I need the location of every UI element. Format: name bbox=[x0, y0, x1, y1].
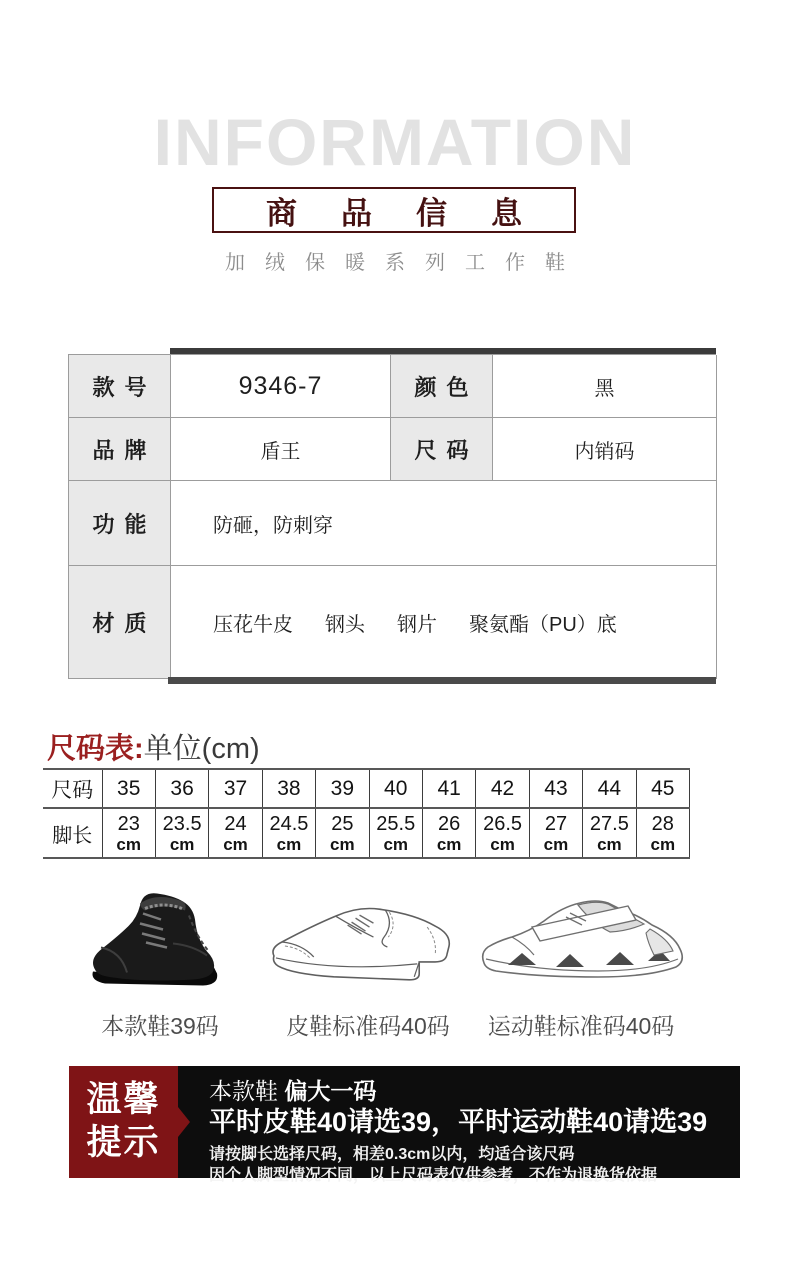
size-cell: 39 bbox=[316, 769, 369, 808]
foot-cell: 24 cm bbox=[209, 808, 262, 858]
value-color: 黑 bbox=[493, 355, 717, 418]
tips-note-2: 因个人脚型情况不同，以上尺码表仅供参考，不作为退换货依据 bbox=[209, 1166, 658, 1184]
size-cell: 38 bbox=[262, 769, 315, 808]
size-row bbox=[43, 769, 690, 808]
foot-cell: 26.5 cm bbox=[476, 808, 529, 858]
tips-note-1: 请按脚长选择尺码，相差0.3cm以内，均适合该尺码 bbox=[209, 1146, 575, 1164]
size-cell: 42 bbox=[476, 769, 529, 808]
foot-cell: 24.5 cm bbox=[262, 808, 315, 858]
tips-badge bbox=[69, 1066, 178, 1178]
material-part: 钢头 bbox=[325, 613, 365, 636]
label-brand: 品牌 bbox=[69, 418, 171, 481]
value-brand: 盾王 bbox=[171, 418, 391, 481]
foot-row-label: 脚长 bbox=[43, 808, 102, 858]
size-chart-title-red: 尺码表: bbox=[47, 733, 144, 765]
tips-text bbox=[209, 1078, 707, 1187]
size-cell: 40 bbox=[369, 769, 422, 808]
material-part: 钢片 bbox=[397, 613, 437, 636]
tips-headline-bold: 偏大一码 bbox=[284, 1078, 377, 1104]
size-row-label: 尺码 bbox=[43, 769, 102, 808]
size-chart-table bbox=[43, 768, 690, 859]
value-model: 9346-7 bbox=[171, 355, 391, 418]
table-bottom-bar bbox=[168, 677, 716, 684]
tips-size-advice: 平时皮鞋40请选39，平时运动鞋40请选39 bbox=[209, 1107, 708, 1138]
size-cell: 35 bbox=[102, 769, 155, 808]
foot-cell: 27.5 cm bbox=[583, 808, 636, 858]
tips-headline bbox=[209, 1078, 707, 1104]
dress-shoe-icon bbox=[268, 900, 462, 988]
size-cell: 37 bbox=[209, 769, 262, 808]
label-function: 功能 bbox=[69, 481, 171, 566]
series-subtitle: 加绒保暖系列工作鞋 bbox=[225, 252, 585, 274]
material-part: 聚氨酯（PU）底 bbox=[469, 613, 617, 636]
tips-badge-line2: 提示 bbox=[86, 1123, 161, 1162]
page-title: 商品信息 bbox=[266, 195, 566, 231]
foot-cell: 26 cm bbox=[422, 808, 475, 858]
size-chart-title bbox=[47, 726, 260, 767]
foot-cell: 23.5 cm bbox=[155, 808, 208, 858]
size-cell: 41 bbox=[422, 769, 475, 808]
label-color: 颜色 bbox=[391, 355, 493, 418]
foot-cell: 25 cm bbox=[316, 808, 369, 858]
foot-length-row bbox=[43, 808, 690, 858]
tips-badge-line1: 温馨 bbox=[86, 1080, 161, 1120]
foot-cell: 25.5 cm bbox=[369, 808, 422, 858]
foot-cell: 28 cm bbox=[636, 808, 689, 858]
shoe-caption-this-model: 本款鞋39码 bbox=[101, 1013, 219, 1039]
work-boot-icon bbox=[85, 880, 235, 998]
foot-cell: 27 cm bbox=[529, 808, 582, 858]
size-chart-title-unit: 单位(cm) bbox=[143, 733, 260, 765]
shoe-caption-sport: 运动鞋标准码40码 bbox=[487, 1013, 675, 1039]
value-size-standard: 内销码 bbox=[493, 418, 717, 481]
label-model: 款号 bbox=[69, 355, 171, 418]
value-material bbox=[171, 566, 717, 679]
tips-headline-normal: 本款鞋 bbox=[209, 1078, 285, 1104]
sneaker-icon bbox=[478, 893, 690, 993]
size-cell: 44 bbox=[583, 769, 636, 808]
label-material: 材质 bbox=[69, 566, 171, 679]
size-cell: 36 bbox=[155, 769, 208, 808]
product-info-title-box bbox=[212, 187, 576, 233]
material-part: 压花牛皮 bbox=[213, 613, 293, 636]
label-size-standard: 尺码 bbox=[391, 418, 493, 481]
size-cell: 43 bbox=[529, 769, 582, 808]
foot-cell: 23 cm bbox=[102, 808, 155, 858]
shoe-caption-leather: 皮鞋标准码40码 bbox=[286, 1013, 450, 1039]
size-cell: 45 bbox=[636, 769, 689, 808]
product-info-table bbox=[68, 354, 716, 679]
value-function: 防砸，防刺穿 bbox=[171, 481, 717, 566]
information-watermark: INFORMATION bbox=[153, 105, 637, 179]
